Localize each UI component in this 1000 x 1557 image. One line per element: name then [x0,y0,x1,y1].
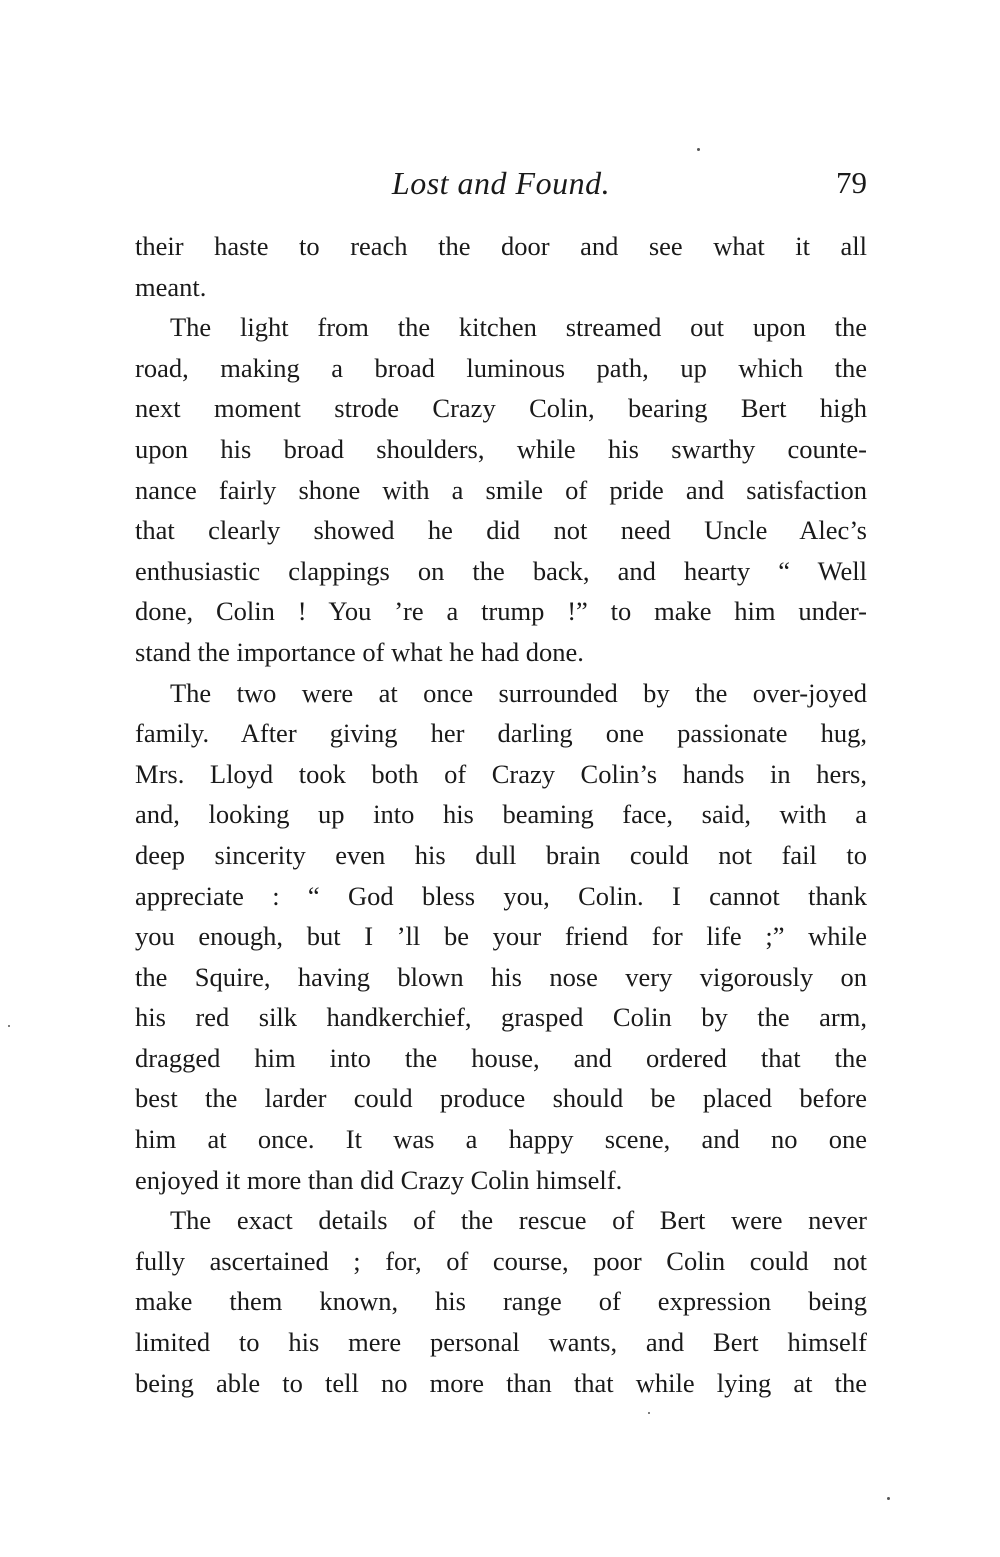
text-line: enjoyed it more than did Crazy Colin himself. [135,1164,623,1195]
text-line: fully ascertained ; for, of course, poor Colin could not [135,1245,867,1276]
text-line: upon his broad shoulders, while his swarthy counte- [135,433,867,464]
text-line: The light from the kitchen streamed out upon the [170,312,867,343]
text-line: meant. [135,271,207,302]
text-line: their haste to reach the door and see what it all [135,231,867,261]
text-line: The two were at once surrounded by the over-joyed [170,677,867,708]
text-line: dragged him into the house, and ordered that the [135,1042,867,1073]
running-head [135,160,867,206]
text-line: nance fairly shone with a smile of pride and satisfaction [135,474,867,505]
text-line: The exact details of the rescue of Bert were never [170,1205,867,1236]
scan-speck [887,1497,890,1500]
text-line: his red silk handkerchief, grasped Colin by the arm, [135,1002,867,1033]
text-line: done, Colin ! You ’re a trump !” to make him under- [135,596,867,627]
text-line: enthusiastic clappings on the back, and hearty “ Well [135,555,867,586]
text-line: family. After giving her darling one passionate hug, [135,718,867,749]
page-number: 79 [836,165,867,200]
text-line: stand the importance of what he had done. [135,636,584,667]
scan-speck [8,1025,10,1027]
text-line: deep sincerity even his dull brain could not fail to [135,839,867,870]
scan-speck [648,1412,650,1414]
text-line: limited to his mere personal wants, and Bert himself [135,1327,867,1358]
text-line: you enough, but I ’ll be your friend for life ;” while [135,921,867,952]
text-line: him at once. It was a happy scene, and no one [135,1124,867,1155]
text-line: and, looking up into his beaming face, said, with a [135,799,867,830]
text-line: being able to tell no more than that while lying at the [135,1367,867,1398]
text-line: next moment strode Crazy Colin, bearing Bert high [135,393,867,424]
text-line: appreciate : “ God bless you, Colin. I cannot thank [135,880,867,911]
text-line: make them known, his range of expression being [135,1286,867,1317]
text-line: that clearly showed he did not need Uncle Alec’s [135,515,867,546]
running-title: Lost and Found. [391,165,611,201]
text-line: Mrs. Lloyd took both of Crazy Colin’s hands in hers, [135,758,867,789]
scan-speck [697,148,700,151]
body-text [135,226,867,1403]
text-line: road, making a broad luminous path, up which the [135,352,867,383]
text-line: the Squire, having blown his nose very vigorously on [135,961,867,992]
text-line: best the larder could produce should be placed before [135,1083,867,1114]
